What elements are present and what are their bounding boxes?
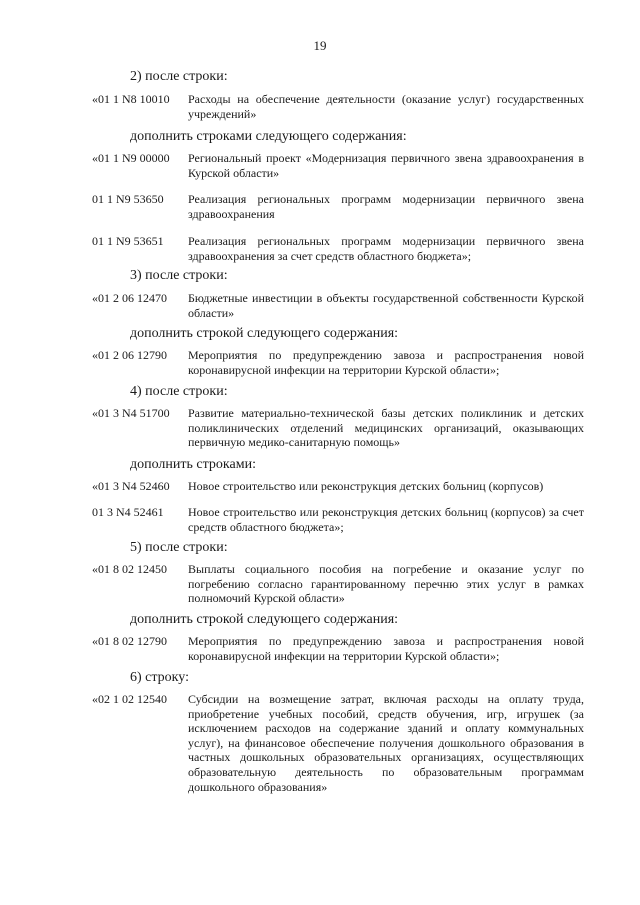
budget-entry — [92, 562, 584, 606]
budget-description: Новое строительство или реконструкция детских больниц (корпусов) — [188, 479, 544, 493]
budget-description: Мероприятия по предупреждению завоза и распространения новой коронавирусной инфекции на территории Курской области»; — [188, 348, 584, 377]
budget-description: Субсидии на возмещение затрат, включая расходы на оплату труда, приобретение учебных пособий, средств обучения, игр, игрушек (за исключением расходов на содержание зданий и оплату коммунальных услуг), на финансовое обеспечение получения дошкольного образования в частных дошкольных образовательных организациях, осуществляющих образовательную деятельность по образовательным программам дошкольного образования» — [188, 692, 584, 794]
section-heading: дополнить строками: — [130, 457, 256, 472]
budget-code: «01 2 06 12790 — [92, 348, 167, 362]
budget-code: «01 1 N9 00000 — [92, 151, 170, 165]
budget-description: Новое строительство или реконструкция детских больниц (корпусов) за счет средств областного бюджета»; — [188, 505, 584, 534]
section-heading: дополнить строками следующего содержания: — [130, 129, 407, 144]
budget-entry — [92, 479, 584, 494]
section-heading: 3) после строки: — [130, 268, 228, 283]
budget-code: «02 1 02 12540 — [92, 692, 167, 706]
section-heading: дополнить строкой следующего содержания: — [130, 612, 399, 627]
budget-entry — [92, 291, 584, 320]
section-heading: 5) после строки: — [130, 540, 228, 555]
budget-code: «01 3 N4 51700 — [92, 406, 170, 420]
budget-description: Мероприятия по предупреждению завоза и распространения новой коронавирусной инфекции на территории Курской области»; — [188, 634, 584, 663]
budget-code: 01 1 N9 53650 — [92, 192, 164, 206]
section-heading: дополнить строкой следующего содержания: — [130, 326, 399, 341]
budget-description: Реализация региональных программ модернизации первичного звена здравоохранения — [188, 192, 584, 221]
budget-entry — [92, 406, 584, 450]
budget-code: «01 8 02 12790 — [92, 634, 167, 648]
section-heading: 6) строку: — [130, 670, 189, 685]
budget-entry — [92, 634, 584, 663]
budget-entry — [92, 92, 584, 121]
budget-description: Региональный проект «Модернизация первичного звена здравоохранения в Курской области» — [188, 151, 584, 180]
budget-entry — [92, 192, 584, 221]
budget-code: «01 2 06 12470 — [92, 291, 167, 305]
budget-description: Выплаты социального пособия на погребение и оказание услуг по погребению согласно гарантированному перечню этих услуг в рамках полномочий Курской области» — [188, 562, 584, 606]
budget-entry — [92, 692, 584, 794]
budget-entry — [92, 234, 584, 263]
section-heading: 2) после строки: — [130, 69, 228, 84]
budget-code: «01 8 02 12450 — [92, 562, 167, 576]
budget-code: «01 3 N4 52460 — [92, 479, 170, 493]
budget-entry — [92, 348, 584, 377]
section-heading: 4) после строки: — [130, 384, 228, 399]
budget-code: 01 1 N9 53651 — [92, 234, 164, 248]
budget-entry — [92, 151, 584, 180]
page-number: 19 — [313, 38, 327, 53]
budget-entry — [92, 505, 584, 534]
budget-description: Реализация региональных программ модернизации первичного звена здравоохранения за счет средств областного бюджета»; — [188, 234, 584, 263]
budget-description: Расходы на обеспечение деятельности (оказание услуг) государственных учреждений» — [188, 92, 584, 121]
budget-code: 01 3 N4 52461 — [92, 505, 164, 519]
budget-description: Бюджетные инвестиции в объекты государственной собственности Курской области» — [188, 291, 584, 320]
budget-description: Развитие материально-технической базы детских поликлиник и детских поликлинических отделений медицинских организаций, оказывающих первичную медико-санитарную помощь» — [188, 406, 584, 450]
budget-code: «01 1 N8 10010 — [92, 92, 170, 106]
